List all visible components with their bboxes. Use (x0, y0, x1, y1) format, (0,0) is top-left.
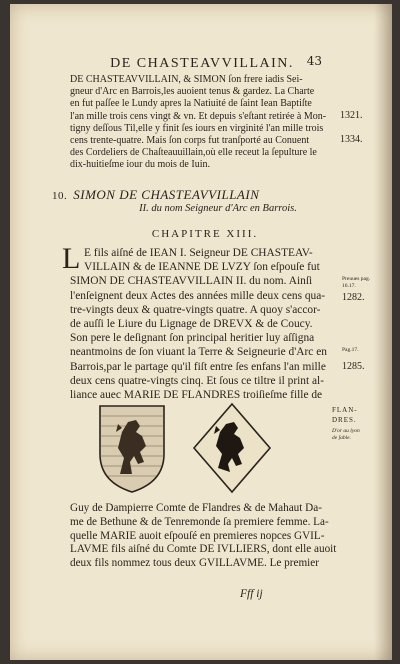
margin-reference: 16.17. (342, 283, 356, 289)
top-paragraph (70, 74, 340, 172)
text-line: dix-huitieſme iour du mois de Iuin. (70, 159, 210, 171)
signature-mark: Fff ij (240, 588, 263, 600)
text-line: E fils aiſné de IEAN I. Seigneur DE CHASTEAV- (84, 247, 313, 259)
text-line: gneur d'Arc en Barrois,les auoient tenus & gardez. La Charte (70, 86, 315, 98)
book-page (10, 4, 392, 660)
text-line: neantmoins de ſon viuant la Terre & Seigneurie d'Arc en (70, 346, 327, 359)
chasteauvillain-shield-image (100, 406, 164, 492)
running-header: DE CHASTEAVVILLAIN. (110, 56, 294, 71)
text-line: des Cordeliers de Chaſteauuillain,où elle receut la ſepulture le (70, 147, 317, 159)
section-subheading: II. du nom Seigneur d'Arc en Barrois. (139, 203, 297, 214)
margin-year: 1285. (342, 361, 365, 372)
text-line: SIMON DE CHASTEAVVILLAIN II. du nom. Ainſi (70, 275, 313, 288)
text-line: deux cens quatre-vingts cinq. Et ſous ce tiltre il print al- (70, 374, 325, 387)
margin-blazon: D'or au lyon (332, 428, 360, 434)
bottom-paragraph (70, 502, 342, 571)
text-line: l'an mille trois cens vingt & vn. Et depuis s'eſtant retirée à Mon- (70, 110, 327, 122)
text-line: deux fils nommez tous deux GVILLAVME. Le premier (70, 557, 319, 570)
coats-of-arms (94, 402, 294, 494)
margin-family-name: FLAN- (332, 406, 358, 414)
text-line: cens trente-quatre. Mais ſon corps fut tranſporté au Conuent (70, 135, 310, 147)
text-line: me de Bethune & de Tenremonde ſa premiere femme. La- (70, 515, 329, 528)
margin-year: 1282. (342, 292, 365, 303)
text-line: LAVME fils aiſné du Comte DE IVLLIERS, dont elle auoit (70, 543, 337, 556)
flandres-shield-image (194, 404, 270, 492)
chapter-title: CHAPITRE XIII. (151, 228, 259, 240)
margin-blazon: de ſable. (332, 435, 351, 441)
text-line: quelle MARIE auoit eſpouſé en premieres nopces GVIL- (70, 529, 325, 542)
text-line: tre-vingts deux & quatre-vingts quatre. A quoy s'accor- (70, 303, 321, 316)
margin-reference: Pag.17. (342, 347, 359, 353)
drop-cap: L (62, 242, 81, 275)
text-line: l'enſeignent deux Actes des années mille deux cens qua- (70, 289, 326, 302)
text-line: DE CHASTEAVVILLAIN, & SIMON ſon frere iadis Sei- (70, 74, 303, 85)
section-number: 10. (52, 190, 68, 202)
page-edge-shadow (374, 4, 392, 660)
text-line: tigny deſſous Til,elle y finit ſes iours en virginité l'an mille trois (70, 122, 324, 134)
margin-year: 1334. (340, 134, 363, 145)
margin-year: 1321. (340, 110, 363, 121)
section-heading (52, 187, 352, 203)
text-line: liance auec MARIE DE FLANDRES troiſieſme fille de (70, 389, 323, 402)
main-paragraph (70, 246, 340, 402)
margin-family-name: DRES. (332, 416, 357, 424)
margin-reference: Preuues pag. (342, 276, 371, 282)
text-line: Son pere le deſignant ſon principal heritier luy aſſigna (70, 332, 315, 345)
text-line: de auſſi le Liure du Lignage de DREVX & de Coucy. (70, 318, 313, 331)
page-number: 43 (306, 54, 322, 68)
text-line: en fut paſſee le Lundy apres la Natiuité de ſaint Iean Baptiſte (70, 98, 312, 110)
section-title: SIMON DE CHASTEAVVILLAIN (73, 187, 260, 202)
text-line: VILLAIN & de IEANNE DE LVZY ſon eſpouſe fut (84, 261, 320, 274)
text-line: Barrois,par le partage qu'il fiſt entre ſes enfans l'an mille (70, 360, 326, 373)
text-line: Guy de Dampierre Comte de Flandres & de Mahaut Da- (70, 502, 322, 514)
